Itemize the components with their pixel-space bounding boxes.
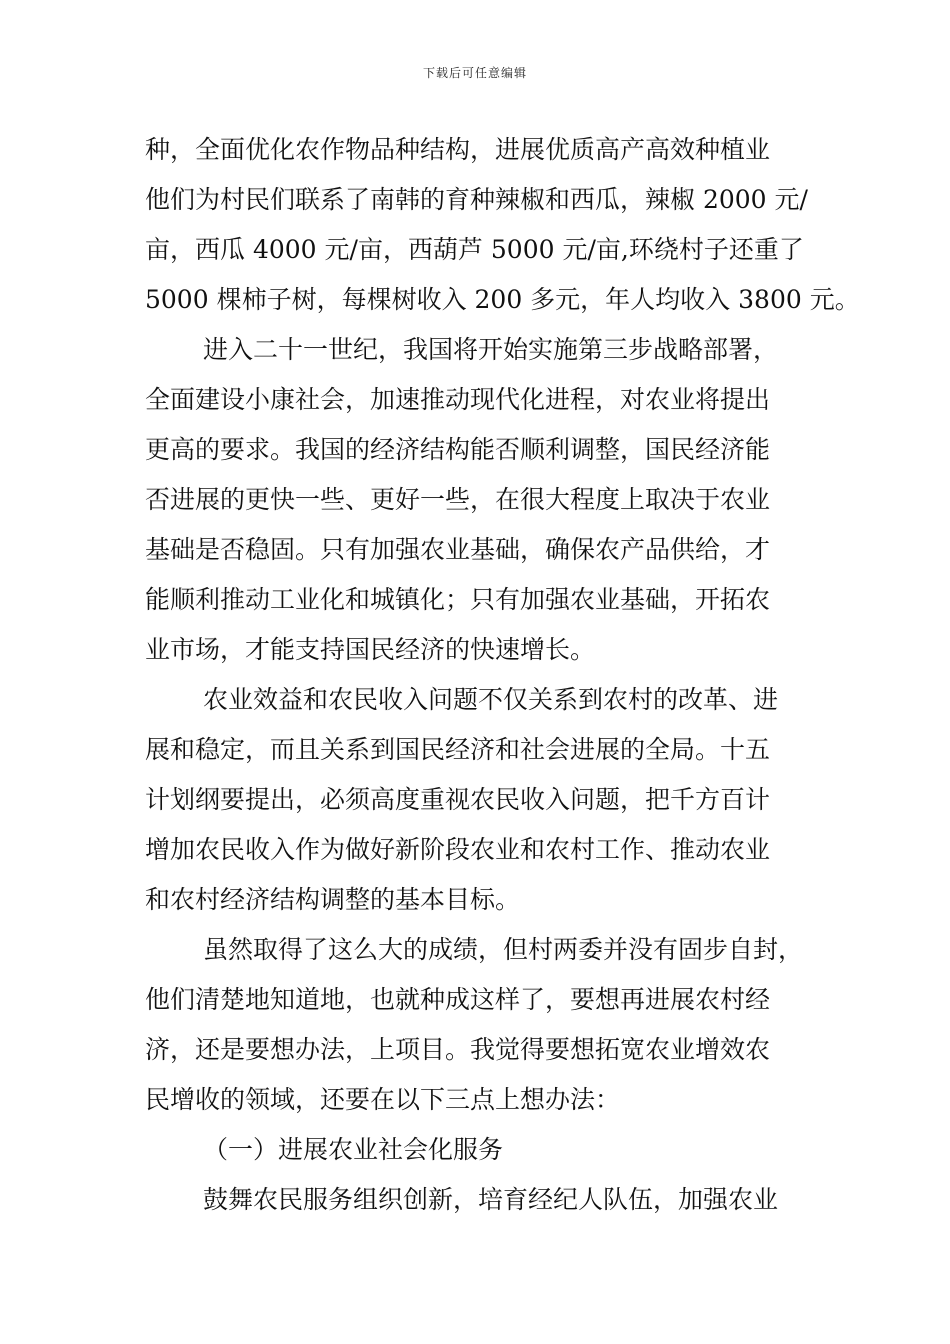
text-line: 基础是否稳固。只有加强农业基础，确保农产品供给，才 xyxy=(145,535,771,564)
text-line: 济，还是要想办法，上项目。我觉得要想拓宽农业增效农 xyxy=(145,1035,771,1064)
page-header: 下载后可任意编辑 xyxy=(422,66,527,80)
text-line: 他们为村民们联系了南韩的育种辣椒和西瓜，辣椒 2000 元/ xyxy=(145,185,808,214)
text-line: 否进展的更快一些、更好一些，在很大程度上取决于农业 xyxy=(145,485,771,514)
text-line: 5000 棵柿子树，每棵树收入 200 多元，年人均收入 3800 元。 xyxy=(145,285,860,314)
text-line: 增加农民收入作为做好新阶段农业和农村工作、推动农业 xyxy=(145,835,771,864)
text-line: 能顺利推动工业化和城镇化；只有加强农业基础，开拓农 xyxy=(145,585,771,614)
document-body xyxy=(145,125,860,1225)
paragraph-start-line: 进入二十一世纪，我国将开始实施第三步战略部署， xyxy=(203,335,779,364)
text-line: 更高的要求。我国的经济结构能否顺利调整，国民经济能 xyxy=(145,435,771,464)
text-line: 计划纲要提出，必须高度重视农民收入问题，把千方百计 xyxy=(145,785,771,814)
text-line: 他们清楚地知道地，也就种成这样了，要想再进展农村经 xyxy=(145,985,771,1014)
text-line: 展和稳定，而且关系到国民经济和社会进展的全局。十五 xyxy=(145,735,771,764)
section-heading: （一）进展农业社会化服务 xyxy=(203,1135,504,1164)
text-line: 业市场，才能支持国民经济的快速增长。 xyxy=(145,635,596,664)
paragraph-start-line: 鼓舞农民服务组织创新，培育经纪人队伍，加强农业 xyxy=(203,1185,779,1214)
text-line: 亩，西瓜 4000 元/亩，西葫芦 5000 元/亩,环绕村子还重了 xyxy=(145,235,804,264)
text-line: 民增收的领域，还要在以下三点上想办法： xyxy=(145,1085,621,1114)
text-line: 种，全面优化农作物品种结构，进展优质高产高效种植业 xyxy=(145,135,771,164)
paragraph-start-line: 虽然取得了这么大的成绩，但村两委并没有固步自封， xyxy=(203,935,804,964)
paragraph-start-line: 农业效益和农民收入问题不仅关系到农村的改革、进 xyxy=(203,685,779,714)
text-line: 全面建设小康社会，加速推动现代化进程，对农业将提出 xyxy=(145,385,771,414)
text-line: 和农村经济结构调整的基本目标。 xyxy=(145,885,521,914)
